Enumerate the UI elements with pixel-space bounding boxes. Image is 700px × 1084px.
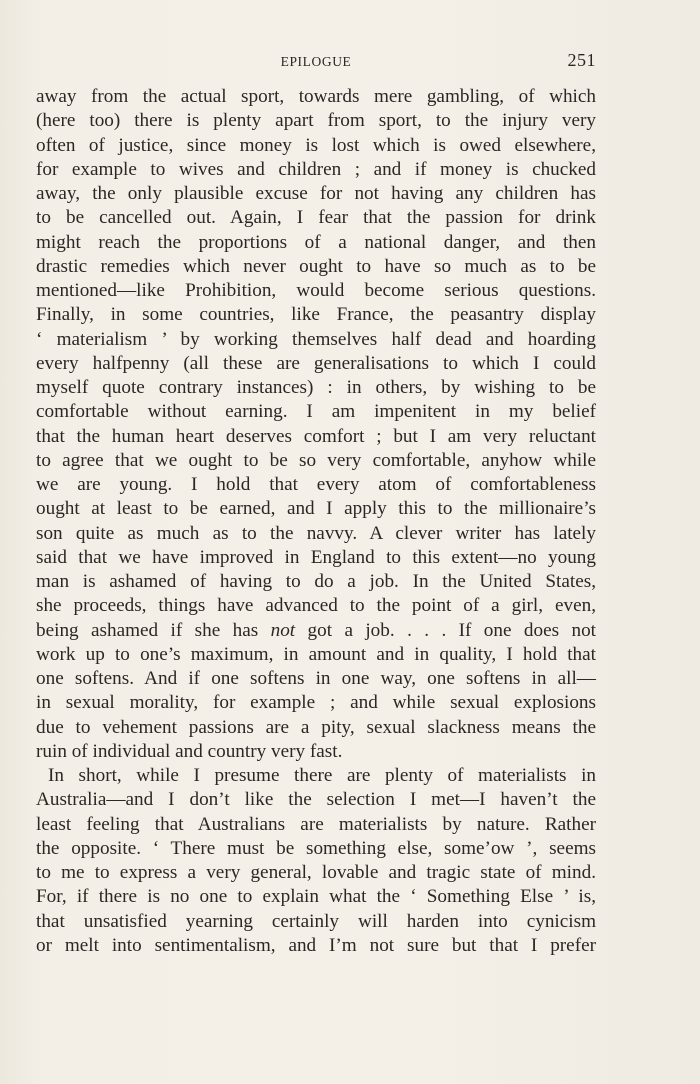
text-line: to be cancelled out. Again, I fear that the passion for drink <box>36 207 596 229</box>
text-line: (here too) there is plenty apart from sport, to the injury very <box>36 110 596 132</box>
text-line: ‘ materialism ’ by working themselves half dead and hoarding <box>36 328 596 350</box>
text-line: she proceeds, things have advanced to the point of a girl, even, <box>36 595 596 617</box>
text-line: away, the only plausible excuse for not having any children has <box>36 183 596 204</box>
text-line: that unsatisfied yearning certainly will harden into cynicism <box>36 910 596 932</box>
text-line: ruin of individual and country very fast. <box>36 740 343 762</box>
text-line: drastic remedies which never ought to have so much as to be <box>36 255 596 277</box>
body-text <box>36 85 596 958</box>
text-line: said that we have improved in England to this extent—no young <box>36 546 596 568</box>
text-line: Finally, in some countries, like France, the peasantry display <box>36 304 596 326</box>
text-line: man is ashamed of having to do a job. In the United States, <box>36 571 596 592</box>
text-line: work up to one’s maximum, in amount and in quality, I hold that <box>36 643 596 665</box>
text-line: In short, while I presume there are plenty of materialists in <box>48 765 596 786</box>
text-line: away from the actual sport, towards mere gambling, of which <box>36 86 596 107</box>
text-line: least feeling that Australians are materialists by nature. Rather <box>36 813 596 835</box>
text-line: son quite as much as to the navvy. A clever writer has lately <box>36 522 596 544</box>
text-line: ought at least to be earned, and I apply this to the millionaire’s <box>36 498 596 520</box>
text-line: to agree that we ought to be so very comfortable, anyhow while <box>36 449 596 471</box>
text-line: one softens. And if one softens in one way, one softens in all— <box>36 668 596 689</box>
text-line: that the human heart deserves comfort ; but I am very reluctant <box>36 425 596 447</box>
text-line: often of justice, since money is lost which is owed elsewhere, <box>36 134 596 156</box>
paragraph-1 <box>36 85 596 764</box>
page-number: 251 <box>567 50 596 70</box>
text-line: mentioned—like Prohibition, would become serious questions. <box>36 280 596 301</box>
text-line: or melt into sentimentalism, and I’m not sure but that I prefer <box>36 934 596 956</box>
text-line: due to vehement passions are a pity, sexual slackness means the <box>36 716 596 738</box>
text-line: comfortable without earning. I am impenitent in my belief <box>36 401 596 423</box>
running-head: EPILOGUE <box>280 54 352 69</box>
text-line: in sexual morality, for example ; and while sexual explosions <box>36 692 596 714</box>
text-line: For, if there is no one to explain what the ‘ Something Else ’ is, <box>36 886 596 908</box>
text-line: to me to express a very general, lovable and tragic state of mind. <box>36 862 596 883</box>
text-line: we are young. I hold that every atom of comfortableness <box>36 474 596 495</box>
paragraph-2 <box>36 764 596 958</box>
text-line: myself quote contrary instances) : in others, by wishing to be <box>36 377 596 398</box>
text-line: Australia—and I don’t like the selection I met—I haven’t the <box>36 789 596 811</box>
text-line: being ashamed if she has not got a job. . . . If one does not <box>36 619 596 641</box>
page-header <box>36 50 596 74</box>
text-line: might reach the proportions of a national danger, and then <box>36 231 596 253</box>
emphasis: not <box>270 619 296 641</box>
text-line: the opposite. ‘ There must be something else, some’ow ’, seems <box>36 837 596 859</box>
text-line: every halfpenny (all these are generalisations to which I could <box>36 352 596 374</box>
text-line: for example to wives and children ; and if money is chucked <box>36 158 596 180</box>
